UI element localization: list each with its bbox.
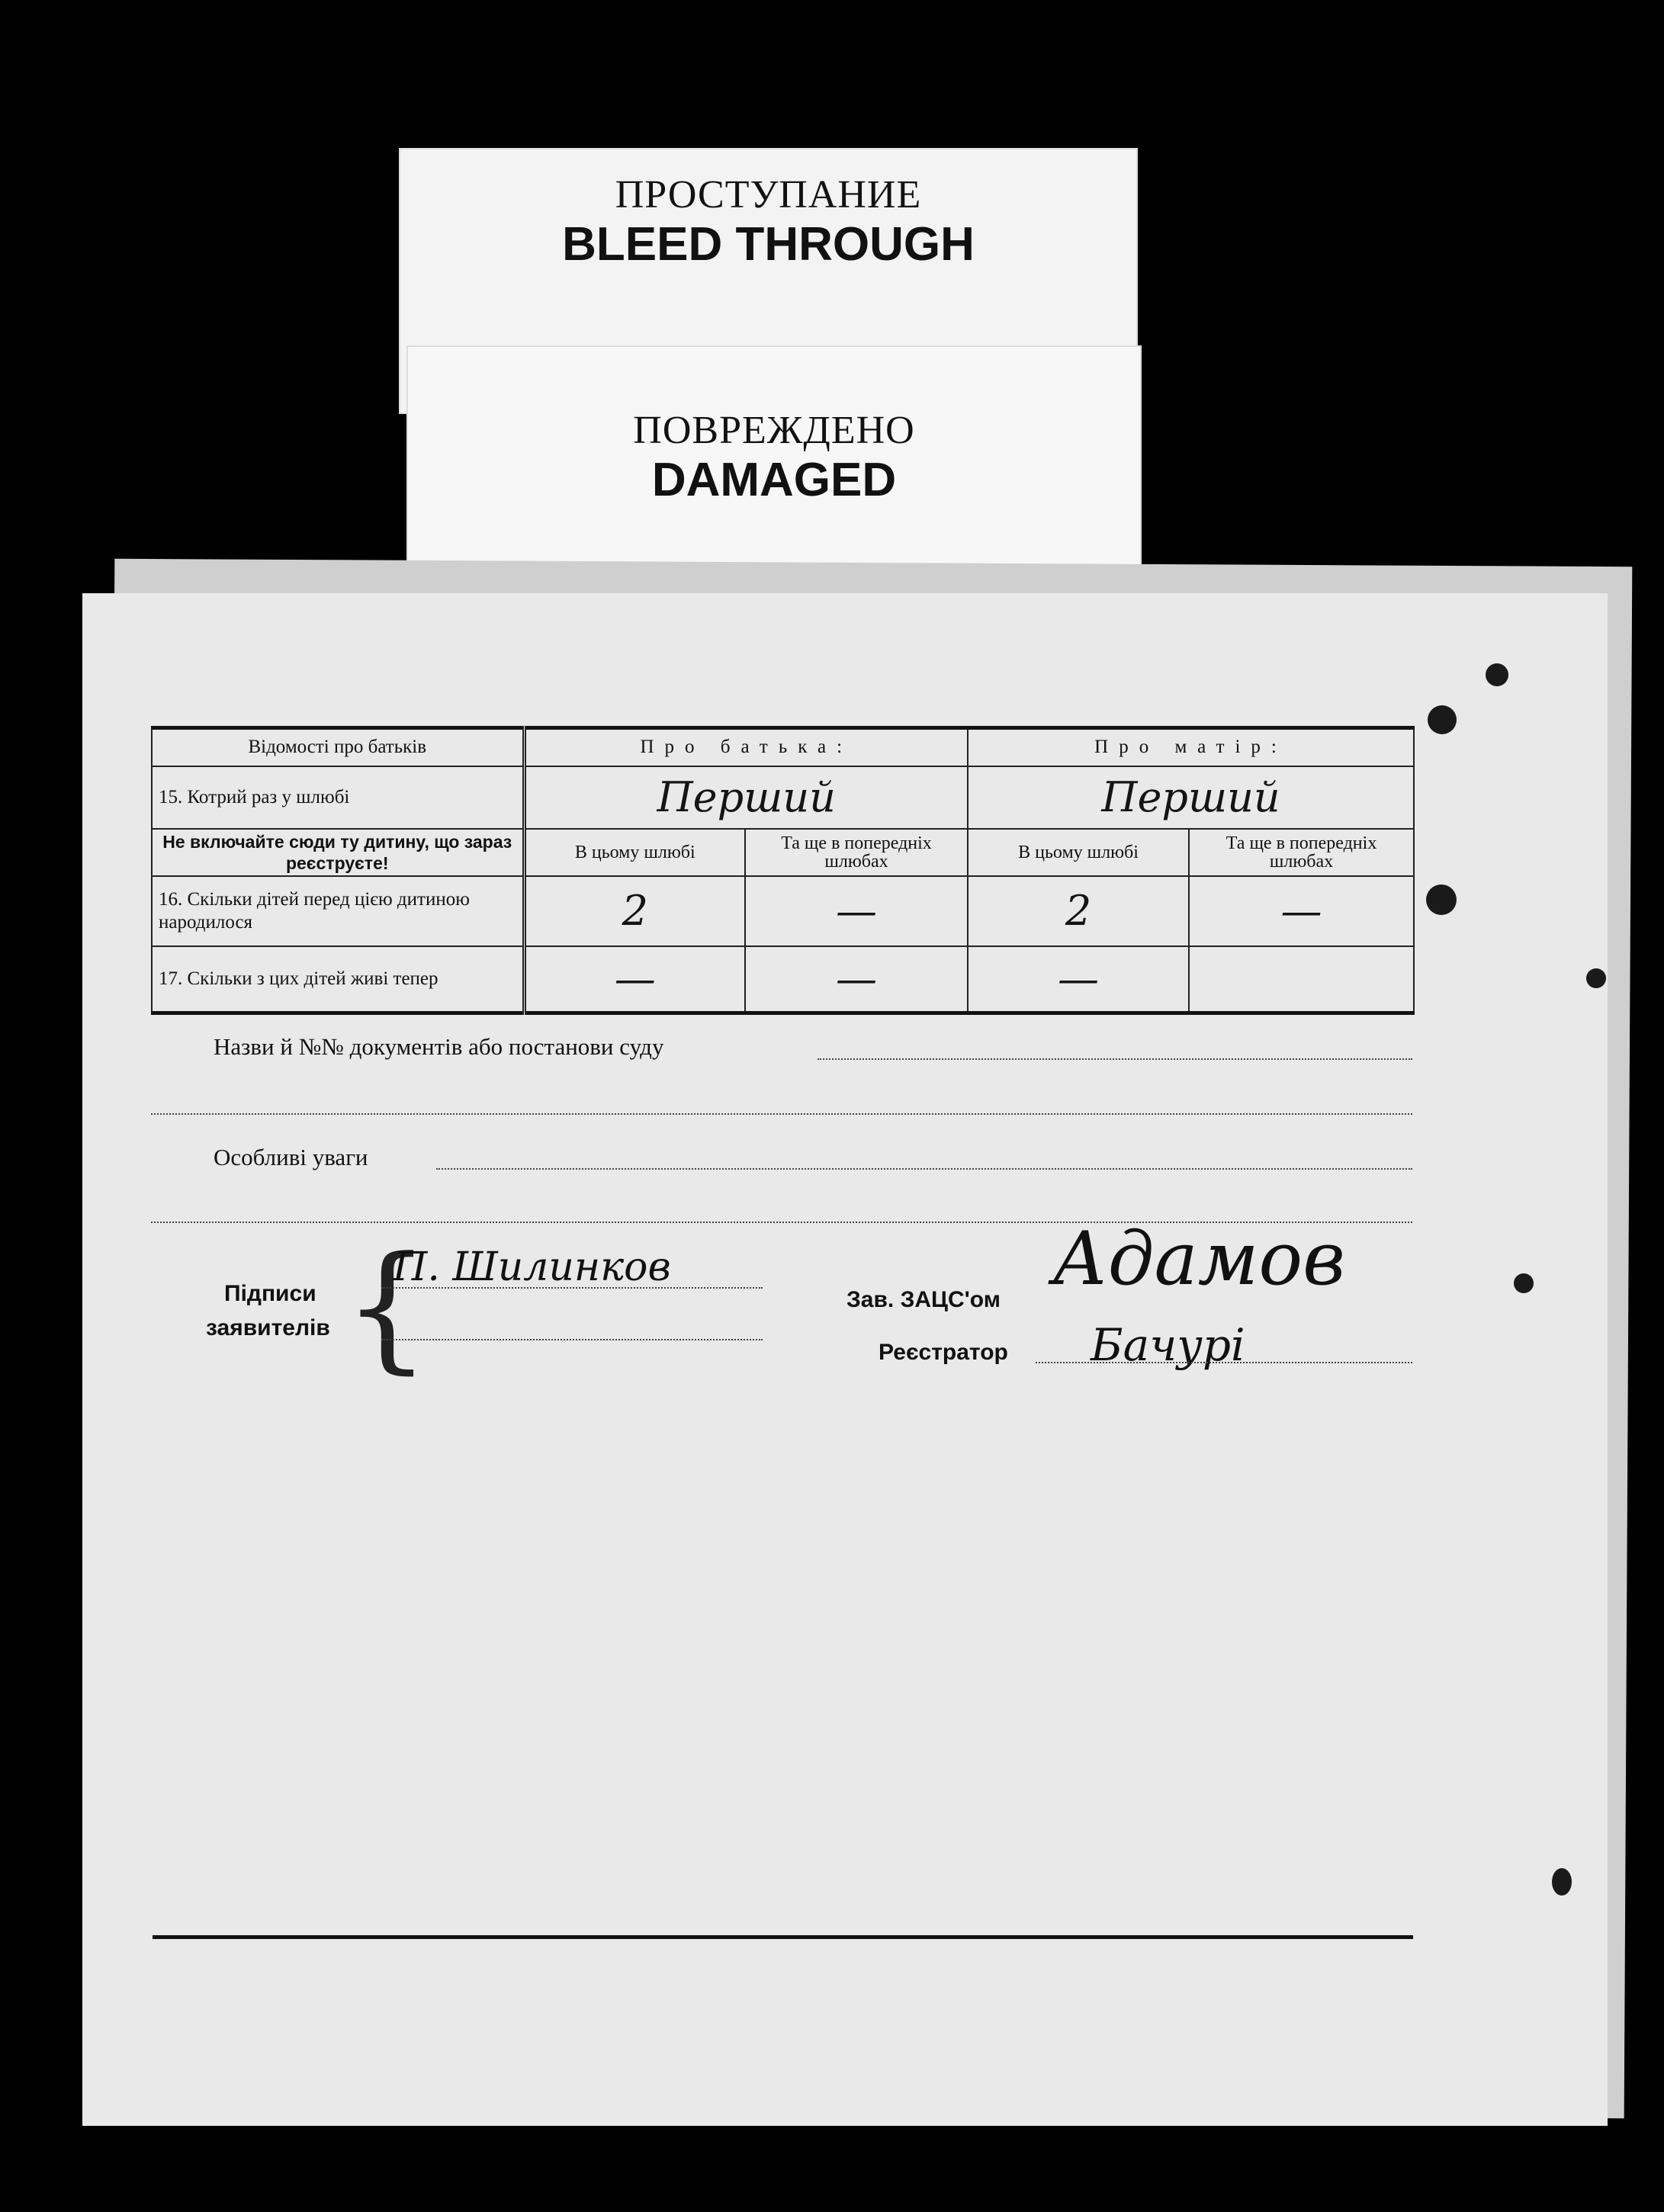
row17-father-previous: —	[745, 946, 968, 1013]
row15-label: 15. Котрий раз у шлюбі	[152, 766, 524, 829]
punch-hole	[1486, 663, 1508, 686]
punch-hole	[1428, 705, 1457, 734]
parents-table	[151, 726, 1415, 1015]
damaged-card	[408, 347, 1140, 579]
registrar-signature: Бачурі	[1091, 1319, 1245, 1371]
documents-dotted-line	[818, 1058, 1412, 1060]
row16-father-current: 2	[524, 876, 745, 946]
applicant-signature-line-1	[381, 1287, 763, 1289]
row16-mother-current: 2	[968, 876, 1189, 946]
father-header: Про батька:	[524, 728, 968, 766]
row17-label: 17. Скільки з цих дітей живі тепер	[152, 946, 524, 1013]
father-previous-marriages-header: Та ще в попередніх шлюбах	[745, 829, 968, 876]
row15-mother-value: Перший	[968, 766, 1414, 829]
documents-dotted-line-2	[151, 1113, 1412, 1115]
mother-current-marriage-header: В цьому шлюбі	[968, 829, 1189, 876]
row17-father-current: —	[524, 946, 745, 1013]
damaged-ru: ПОВРЕЖДЕНО	[633, 409, 915, 452]
row15-father-value: Перший	[524, 766, 968, 829]
row16-mother-previous: —	[1189, 876, 1414, 946]
applicants-label-1: Підписи	[224, 1281, 316, 1306]
bleed-through-en: BLEED THROUGH	[562, 218, 975, 271]
bleed-through-ru: ПРОСТУПАНИЕ	[615, 173, 922, 217]
applicant-signature: П. Шилинков	[393, 1244, 671, 1290]
father-current-marriage-header: В цьому шлюбі	[524, 829, 745, 876]
remarks-dotted-line	[436, 1168, 1412, 1170]
mother-header: Про матір:	[968, 728, 1414, 766]
bottom-rule	[153, 1935, 1413, 1939]
punch-hole	[1586, 968, 1606, 988]
exclusion-note: Не включайте сюди ту дитину, що зараз реєструєте!	[152, 829, 524, 876]
row16-father-previous: —	[745, 876, 968, 946]
remarks-label: Особливі уваги	[214, 1144, 368, 1170]
head-signature: Адамов	[1052, 1216, 1346, 1302]
registrar-label: Реєстратор	[879, 1340, 1008, 1365]
head-label: Зав. ЗАЦС'ом	[846, 1287, 1001, 1312]
applicants-brace: {	[343, 1228, 431, 1387]
applicants-label-2: заявителів	[206, 1315, 330, 1340]
row17-mother-previous	[1189, 946, 1414, 1013]
punch-hole	[1552, 1868, 1572, 1896]
punch-hole	[1426, 884, 1457, 915]
parents-info-header: Відомості про батьків	[152, 728, 524, 766]
applicant-signature-line-2	[381, 1339, 763, 1340]
registrar-dotted-line	[1036, 1362, 1412, 1363]
mother-previous-marriages-header: Та ще в попередніх шлюбах	[1189, 829, 1414, 876]
damaged-en: DAMAGED	[651, 454, 897, 506]
row17-mother-current: —	[968, 946, 1189, 1013]
punch-hole	[1514, 1273, 1534, 1293]
row16-label: 16. Скільки дітей перед цією дитиною народилося	[152, 876, 524, 946]
documents-label: Назви й №№ документів або постанови суду	[214, 1033, 664, 1060]
